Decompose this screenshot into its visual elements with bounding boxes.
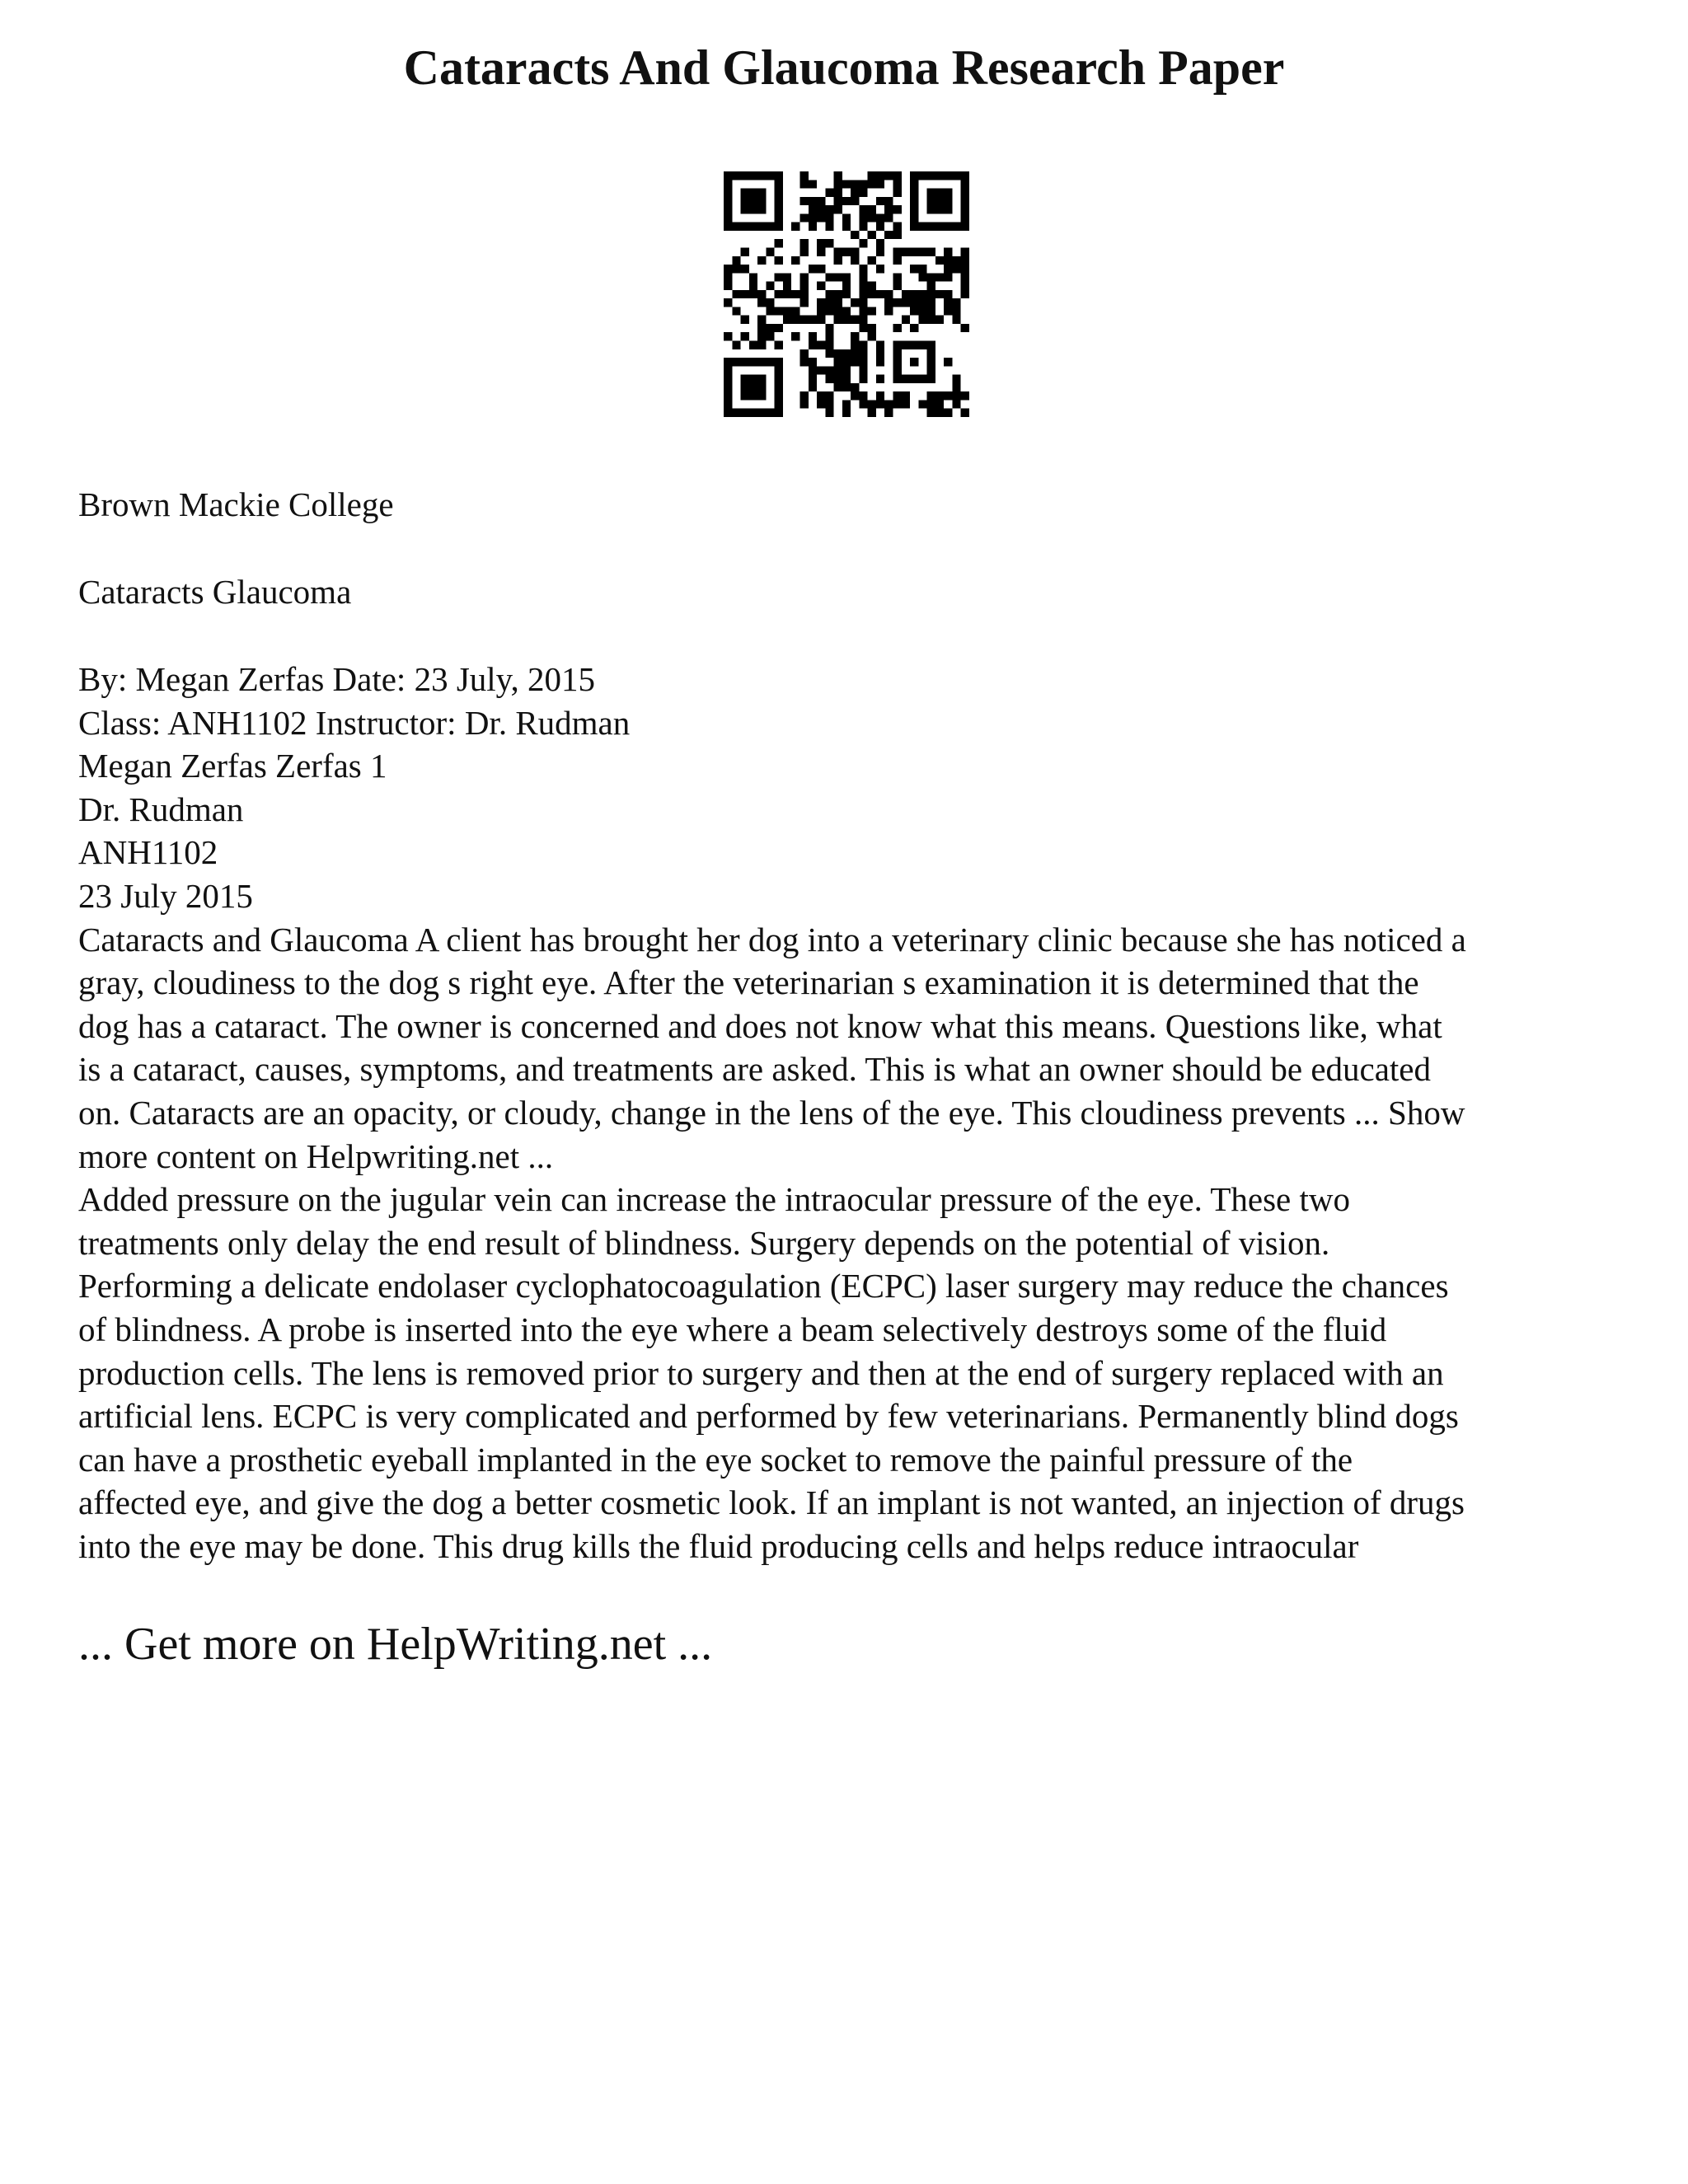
paragraph-1-line: more content on Helpwriting.net ...	[78, 1137, 554, 1175]
college-name: Brown Mackie College	[78, 485, 394, 523]
paragraph-2-line: can have a prosthetic eyeball implanted in the eye socket to remove the painful pressure of the	[78, 1440, 1353, 1479]
paragraph-1-line: on. Cataracts are an opacity, or cloudy, change in the lens of the eye. This cloudiness prevents ... Show	[78, 1093, 1465, 1132]
paragraph-2-line: treatments only delay the end result of blindness. Surgery depends on the potential of vision.	[78, 1223, 1330, 1262]
meta-line-class: Class: ANH1102 Instructor: Dr. Rudman	[78, 703, 631, 742]
meta-line-instructor: Dr. Rudman	[78, 790, 244, 828]
paragraph-1-line: dog has a cataract. The owner is concerned and does not know what this means. Questions like, what	[78, 1006, 1442, 1045]
paragraph-2-line: into the eye may be done. This drug kills the fluid producing cells and helps reduce intraocular	[78, 1526, 1359, 1565]
page-title: Cataracts And Glaucoma Research Paper	[403, 40, 1285, 95]
paper-body	[78, 658, 1628, 1568]
qr-code-icon	[724, 171, 969, 417]
paragraph-2-line: artificial lens. ECPC is very complicated and performed by few veterinarians. Permanently blind dogs	[78, 1397, 1459, 1436]
meta-line-author: Megan Zerfas Zerfas 1	[78, 747, 387, 785]
paragraph-2-line: of blindness. A probe is inserted into the eye where a beam selectively destroys some of the fluid	[78, 1310, 1387, 1348]
paragraph-1-line: Cataracts and Glaucoma A client has brought her dog into a veterinary clinic because she has noticed a	[78, 920, 1466, 958]
meta-line-date: 23 July 2015	[78, 876, 253, 915]
paragraph-2-line: production cells. The lens is removed prior to surgery and then at the end of surgery replaced with an	[78, 1353, 1444, 1392]
paragraph-1-line: is a cataract, causes, symptoms, and treatments are asked. This is what an owner should be educated	[78, 1050, 1432, 1089]
paragraph-2-line: Performing a delicate endolaser cyclophatocoagulation (ECPC) laser surgery may reduce the chances	[78, 1267, 1449, 1305]
get-more-link[interactable]: ... Get more on HelpWriting.net ...	[78, 1619, 713, 1670]
paragraph-1-line: gray, cloudiness to the dog s right eye. After the veterinarian s examination it is determined that the	[78, 963, 1419, 1002]
paragraph-2-line: affected eye, and give the dog a better cosmetic look. If an implant is not wanted, an injection of drugs	[78, 1483, 1465, 1522]
paragraph-2-line: Added pressure on the jugular vein can increase the intraocular pressure of the eye. These two	[78, 1180, 1350, 1219]
paper-subject: Cataracts Glaucoma	[78, 573, 352, 611]
meta-line-byline: By: Megan Zerfas Date: 23 July, 2015	[78, 660, 596, 698]
meta-line-course: ANH1102	[78, 833, 218, 872]
